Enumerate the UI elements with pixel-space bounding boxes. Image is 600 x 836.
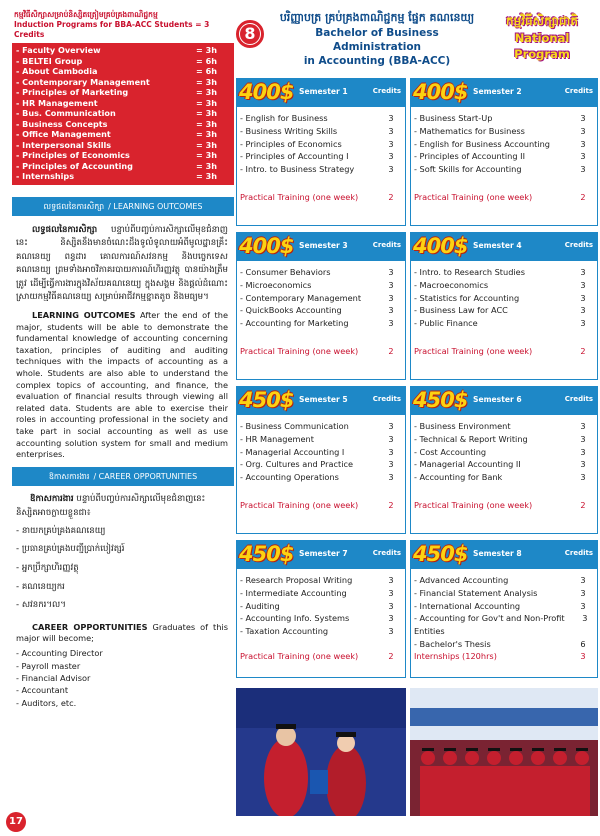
career-list-item: - នាយកគ្រប់គ្រងគណនេយ្យ: [16, 525, 106, 536]
induction-item-name: - Principles of Marketing: [16, 87, 129, 97]
course-row: [414, 112, 597, 125]
course-credits: 3: [388, 600, 394, 611]
course-row: [240, 112, 405, 125]
course-credits: 3: [388, 575, 394, 585]
induction-title-kh: កម្មវិធីសិក្សាសម្រាប់និស្សិតត្រៀមគ្រប់គ្រងពាណិជ្ជកម្ម: [14, 10, 158, 19]
induction-item-hours: = 3h: [196, 139, 217, 150]
course-credits: 3: [580, 446, 586, 457]
program-header: [236, 6, 598, 72]
course-name: - Intermediate Accounting: [240, 587, 347, 598]
credits-label: Credits: [564, 395, 593, 403]
induction-header: [12, 8, 234, 43]
induction-item-hours: = 6h: [196, 55, 217, 66]
practical-label: Practical Training (one week): [240, 346, 359, 356]
course-name: - Accounting for Bank: [414, 472, 503, 483]
course-credits: 3: [580, 125, 586, 136]
semester-name: Semester 3: [299, 241, 348, 250]
course-credits: 3: [388, 151, 394, 162]
induction-title-en: Induction Programs for BBA-ACC Students = 3 Credits: [14, 20, 210, 39]
course-name: - Accounting Operations: [240, 472, 339, 483]
practical-credits: 2: [388, 651, 394, 661]
induction-item-name: - Office Management: [16, 129, 111, 139]
credits-label: Credits: [564, 87, 593, 95]
career-kh-list: [16, 522, 228, 615]
practical-label: Practical Training (one week): [240, 500, 359, 510]
course-credits: 3: [388, 587, 394, 598]
induction-item: [16, 77, 230, 88]
course-credits: 3: [580, 421, 586, 431]
outcomes-en-text: After the end of the major, students will be able to demonstrate the fundamental knowledge of accounting concerning taxation, principles of auditing and auditing techniques with the impacts of accounting as a whole. Students are also able to understand the complex topics of accounting, and finance, the evaluation of financial results through viewing all related data. Students are able to exercise their roles in accounting professional in the society and take part in social accounting as well as use accounting solution system for small and medium enterprises.: [16, 310, 228, 460]
course-credits: 3: [388, 433, 394, 444]
course-name: - Public Finance: [414, 318, 478, 329]
course-row: [240, 420, 405, 433]
career-list-item: - Accounting Director: [16, 648, 103, 659]
course-row: [414, 138, 597, 151]
course-credits: 3: [580, 587, 586, 598]
semester-card: [236, 232, 406, 380]
national-program-en: National Program: [514, 31, 570, 61]
course-credits: 3: [388, 164, 394, 175]
course-credits: 3: [388, 472, 394, 483]
induction-item: [16, 150, 230, 161]
course-credits: 3: [580, 151, 586, 162]
national-program-badge: [492, 12, 592, 61]
credits-label: Credits: [372, 241, 401, 249]
page-number: 17: [6, 812, 26, 832]
course-name: - Taxation Accounting: [240, 626, 329, 637]
semester-header: [237, 541, 405, 569]
induction-item-name: - Contemporary Management: [16, 76, 150, 87]
course-name: - Statistics for Accounting: [414, 292, 520, 303]
course-name: - English for Business Accounting: [414, 138, 551, 149]
graduation-photo-2-illustration: [410, 688, 598, 816]
semester-header: [411, 387, 597, 415]
course-credits: 6: [580, 638, 586, 649]
course-name: - Bachelor's Thesis: [414, 638, 491, 649]
course-name: - Accounting for Gov't and Non-Profit Entities: [414, 613, 565, 637]
semester-price: 400$: [239, 234, 294, 258]
course-name: - Consumer Behaviors: [240, 267, 331, 277]
course-name: - International Accounting: [414, 600, 521, 611]
learning-outcomes-header-kh: លទ្ធផលនៃការសិក្សា: [43, 201, 105, 211]
practical-training-row: [414, 192, 597, 202]
induction-item-hours: = 3h: [196, 108, 217, 118]
practical-training-row: [414, 500, 597, 510]
induction-item: [16, 171, 230, 182]
career-opportunities-header: [12, 467, 234, 486]
course-credits: 3: [388, 459, 394, 470]
semester-price: 450$: [413, 388, 468, 412]
credits-label: Credits: [372, 87, 401, 95]
induction-item-hours: = 6h: [196, 66, 217, 76]
course-row: [240, 125, 405, 138]
induction-item-hours: = 3h: [196, 45, 217, 55]
course-name: - Microeconomics: [240, 279, 312, 290]
practical-credits: 2: [388, 346, 394, 356]
career-list-item: - សវនករ។ល។: [16, 600, 66, 611]
course-credits: 3: [388, 626, 394, 637]
semester-header: [411, 541, 597, 569]
practical-label: Practical Training (one week): [240, 651, 359, 661]
learning-outcomes-header-en: / LEARNING OUTCOMES: [108, 201, 203, 211]
career-list-item: - Accountant: [16, 685, 69, 696]
career-kh-lead: ឱកាសការងារ: [30, 493, 74, 504]
semester-name: Semester 1: [299, 87, 348, 96]
course-row: [414, 587, 597, 600]
course-row: [240, 612, 405, 625]
career-list-item: - Financial Advisor: [16, 672, 91, 683]
induction-item: [16, 161, 230, 172]
course-credits: 3: [388, 318, 394, 329]
course-credits: 3: [580, 305, 586, 316]
practical-training-row: [414, 346, 597, 356]
course-name: - Principles of Accounting II: [414, 151, 525, 162]
induction-item-hours: = 3h: [196, 87, 217, 97]
career-list-item: - ប្រធានគ្រប់គ្រងបញ្ជីប្រាក់បៀវត្សរ៍: [16, 544, 125, 555]
career-en-list: [16, 647, 228, 709]
practical-label: Practical Training (one week): [414, 500, 533, 510]
course-credits: 3: [580, 433, 586, 444]
practical-credits: 2: [580, 192, 586, 202]
course-name: - Business Writing Skills: [240, 125, 338, 136]
induction-item-hours: = 3h: [196, 97, 217, 108]
course-row: [414, 574, 597, 587]
induction-item-hours: = 3h: [196, 150, 217, 160]
course-list: [411, 261, 597, 330]
course-credits: 3: [580, 164, 586, 175]
semester-card: [410, 386, 598, 534]
course-name: - English for Business: [240, 113, 328, 123]
semester-card: [236, 386, 406, 534]
course-row: [240, 574, 405, 587]
course-credits: 3: [580, 600, 586, 611]
credits-label: Credits: [564, 241, 593, 249]
practical-credits: 2: [580, 346, 586, 356]
semester-card: [236, 78, 406, 226]
induction-item: [16, 108, 230, 119]
career-en-paragraph: [16, 622, 228, 645]
course-name: - Financial Statement Analysis: [414, 587, 538, 598]
career-list-item: - Auditors, etc.: [16, 697, 77, 708]
course-name: - Contemporary Management: [240, 292, 362, 303]
left-column: [12, 8, 234, 709]
semester-price: 400$: [413, 80, 468, 104]
course-list: [411, 107, 597, 176]
semester-card: [236, 540, 406, 678]
course-row: [240, 600, 405, 613]
practical-label: Practical Training (one week): [414, 192, 533, 202]
practical-credits: 2: [388, 192, 394, 202]
course-credits: 3: [580, 459, 586, 470]
induction-item: [16, 140, 230, 151]
induction-list: [12, 43, 234, 185]
semester-card: [410, 232, 598, 380]
course-credits: 3: [388, 138, 394, 149]
induction-item: [16, 66, 230, 77]
course-name: - Mathematics for Business: [414, 125, 525, 136]
course-credits: 3: [580, 472, 586, 483]
induction-item-name: - HR Management: [16, 97, 98, 108]
course-credits: 3: [580, 575, 586, 585]
outcomes-kh-lead: លទ្ធផលនៃការសិក្សា: [32, 224, 98, 235]
induction-item-name: - BELTEI Group: [16, 55, 83, 66]
practical-credits: 2: [580, 500, 586, 510]
career-kh-text: បន្ទាប់ពីបញ្ចប់ការសិក្សាលើមុខជំនាញនេះ និស្សិតអាចក្លាយខ្លួនជា៖: [16, 493, 206, 518]
semester-price: 450$: [239, 542, 294, 566]
semester-price: 450$: [413, 542, 468, 566]
course-credits: 3: [388, 279, 394, 290]
course-list: [237, 569, 405, 638]
graduation-photo-1-illustration: [236, 688, 406, 816]
course-credits: 3: [580, 279, 586, 290]
course-name: - Principles of Economics: [240, 138, 342, 149]
course-row: [414, 446, 597, 459]
induction-item-name: - Business Concepts: [16, 118, 108, 129]
program-title: [272, 10, 482, 68]
course-credits: 3: [580, 138, 586, 149]
induction-item: [16, 45, 230, 56]
induction-item-name: - Faculty Overview: [16, 45, 101, 55]
induction-item-hours: = 3h: [196, 171, 217, 181]
course-row: [240, 304, 405, 317]
semester-price: 400$: [239, 80, 294, 104]
induction-item-name: - Bus. Communication: [16, 108, 116, 118]
course-row: [414, 600, 597, 613]
course-credits: 3: [388, 446, 394, 457]
course-credits: 3: [582, 613, 588, 624]
course-credits: 3: [580, 292, 586, 303]
semester-header: [411, 79, 597, 107]
graduation-photo-1: [236, 688, 406, 816]
course-name: - QuickBooks Accounting: [240, 305, 342, 316]
induction-item: [16, 119, 230, 130]
course-row: [414, 150, 597, 163]
course-list: [237, 261, 405, 330]
outcomes-en-paragraph: [16, 310, 228, 461]
semester-header: [237, 79, 405, 107]
induction-item: [16, 98, 230, 109]
course-credits: 3: [580, 318, 586, 329]
course-name: - Accounting for Marketing: [240, 318, 349, 329]
learning-outcomes-header: [12, 197, 234, 216]
national-program-kh: កម្មវិធីសិក្សាជាតិ: [506, 14, 578, 28]
practical-training-row: [240, 192, 405, 202]
semester-price: 400$: [413, 234, 468, 258]
semester-name: Semester 8: [473, 549, 522, 558]
course-row: [240, 625, 405, 638]
course-credits: 3: [388, 113, 394, 123]
course-row: [240, 587, 405, 600]
credits-label: Credits: [372, 549, 401, 557]
course-row: [240, 292, 405, 305]
credits-label: Credits: [564, 549, 593, 557]
learning-outcomes-body: [12, 216, 234, 461]
course-row: [240, 163, 405, 176]
practical-label: Practical Training (one week): [414, 346, 533, 356]
practical-label: Practical Training (one week): [240, 192, 359, 202]
induction-item-hours: = 3h: [196, 76, 217, 87]
induction-item-name: - Principles of Accounting: [16, 160, 133, 171]
semester-price: 450$: [239, 388, 294, 412]
course-row: [240, 446, 405, 459]
induction-item: [16, 129, 230, 140]
semester-name: Semester 4: [473, 241, 522, 250]
course-name: - HR Management: [240, 433, 314, 444]
course-row: [414, 163, 597, 176]
practical-training-row: [240, 346, 405, 356]
course-credits: 3: [388, 421, 394, 431]
induction-item-name: - Principles of Economics: [16, 150, 130, 160]
semester-header: [411, 233, 597, 261]
course-name: - Macroeconomics: [414, 279, 489, 290]
course-row: [240, 138, 405, 151]
induction-item-name: - Interpersonal Skills: [16, 139, 112, 150]
semester-name: Semester 7: [299, 549, 348, 558]
practical-training-row: [240, 500, 405, 510]
semester-card: [410, 78, 598, 226]
course-credits: 3: [580, 113, 586, 123]
course-row: [414, 458, 597, 471]
practical-credits: 2: [388, 500, 394, 510]
induction-item-hours: = 3h: [196, 160, 217, 171]
course-name: - Auditing: [240, 600, 280, 611]
semester-card: [410, 540, 598, 678]
course-credits: 3: [580, 267, 586, 277]
practical-training-row: [240, 651, 405, 661]
course-row: [414, 612, 597, 638]
course-credits: 3: [388, 613, 394, 624]
course-row: [414, 317, 597, 330]
course-name: - Managerial Accounting I: [240, 446, 345, 457]
course-row: [414, 420, 597, 433]
course-name: - Business Law for ACC: [414, 305, 508, 316]
course-name: - Cost Accounting: [414, 446, 487, 457]
course-name: - Accounting Info. Systems: [240, 613, 350, 624]
program-title-kh: បរិញ្ញាបត្រ គ្រប់គ្រងពាណិជ្ជកម្ម ផ្នែក គណនេយ្យ: [279, 11, 475, 24]
career-body: [12, 486, 234, 709]
practical-training-row: [414, 651, 597, 661]
course-name: - Soft Skills for Accounting: [414, 164, 522, 175]
career-en-lead: CAREER OPPORTUNITIES: [32, 621, 148, 632]
course-row: [240, 317, 405, 330]
course-list: [237, 415, 405, 484]
course-name: - Advanced Accounting: [414, 575, 509, 585]
course-name: - Intro. to Business Strategy: [240, 164, 355, 175]
course-name: - Technical & Report Writing: [414, 433, 528, 444]
practical-label: Internships (120hrs): [414, 651, 497, 661]
course-name: - Org. Cultures and Practice: [240, 459, 354, 470]
induction-item-hours: = 3h: [196, 118, 217, 129]
course-row: [414, 125, 597, 138]
semester-header: [237, 233, 405, 261]
credits-label: Credits: [372, 395, 401, 403]
course-name: - Business Environment: [414, 421, 511, 431]
practical-credits: 3: [580, 651, 586, 661]
career-list-item: - គណនេយ្យករ: [16, 581, 65, 592]
course-name: - Managerial Accounting II: [414, 459, 521, 470]
career-list-item: - អ្នកប្រឹក្សាហិរញ្ញវត្ថុ: [16, 562, 79, 573]
career-en-text: Graduates of this major will become;: [16, 621, 228, 644]
program-number-badge: 8: [236, 20, 264, 48]
outcomes-kh-paragraph: [16, 224, 228, 306]
course-row: [414, 304, 597, 317]
semester-header: [237, 387, 405, 415]
course-credits: 3: [388, 305, 394, 316]
course-row: [240, 433, 405, 446]
course-row: [240, 458, 405, 471]
induction-item-hours: = 3h: [196, 129, 217, 139]
career-list-item: - Payroll master: [16, 660, 81, 671]
course-row: [414, 279, 597, 292]
semester-name: Semester 6: [473, 395, 522, 404]
career-header-en: / CAREER OPPORTUNITIES: [93, 471, 198, 481]
program-title-en-1: Bachelor of Business Administration: [315, 27, 439, 53]
course-row: [240, 471, 405, 484]
outcomes-en-lead: LEARNING OUTCOMES: [32, 310, 136, 321]
course-credits: 3: [388, 125, 394, 136]
course-row: [414, 471, 597, 484]
graduation-photo-2: [410, 688, 598, 816]
program-title-en-2: in Accounting (BBA-ACC): [303, 55, 451, 67]
course-list: [237, 107, 405, 176]
induction-item: [16, 56, 230, 67]
course-name: - Business Start-Up: [414, 113, 493, 123]
course-row: [240, 266, 405, 279]
course-row: [414, 292, 597, 305]
career-header-kh: ឱកាសការងារ: [48, 471, 90, 481]
induction-item: [16, 87, 230, 98]
induction-item-name: - About Cambodia: [16, 66, 98, 76]
course-row: [240, 150, 405, 163]
course-name: - Business Communication: [240, 421, 349, 431]
course-row: [414, 433, 597, 446]
course-list: [411, 415, 597, 484]
course-list: [411, 569, 597, 651]
course-name: - Principles of Accounting I: [240, 151, 349, 162]
career-kh-intro: [16, 492, 228, 520]
course-row: [414, 266, 597, 279]
course-name: - Research Proposal Writing: [240, 575, 353, 585]
semester-name: Semester 5: [299, 395, 348, 404]
semester-name: Semester 2: [473, 87, 522, 96]
outcomes-kh-text: បន្ទាប់ពីបញ្ចប់ការសិក្សាលើមុខជំនាញនេះ និស្សិតនឹងមានចំណេះដឹងទូលំទូលាយអំពីមូលដ្ឋានគ្រឹះគណនេយ្យ ពន្ធដារ គោលការណ៍សវនកម្ម និងបច្ចេកទេសគណនេយ្យ ព្រមទាំងអាចវិភាគរបាយការណ៍ហិរញ្ញវត្ថុ បានយ៉ាងត្រឹមត្រូវ ដើម្បីធ្វើការងារក្នុងវិស័យគណនេយ្យ ក្នុងសង្គម និងផ្តល់ដំណោះស្រាយកម្មវិធីគណនេយ្យ សម្រាប់អាជីវកម្មខ្នាតតូច និងមធ្យម។: [16, 224, 228, 303]
course-name: - Intro. to Research Studies: [414, 267, 525, 277]
course-row: [240, 279, 405, 292]
course-credits: 3: [388, 292, 394, 303]
course-credits: 3: [388, 267, 394, 277]
course-row: [414, 638, 597, 651]
induction-item-name: - Internships: [16, 171, 75, 181]
